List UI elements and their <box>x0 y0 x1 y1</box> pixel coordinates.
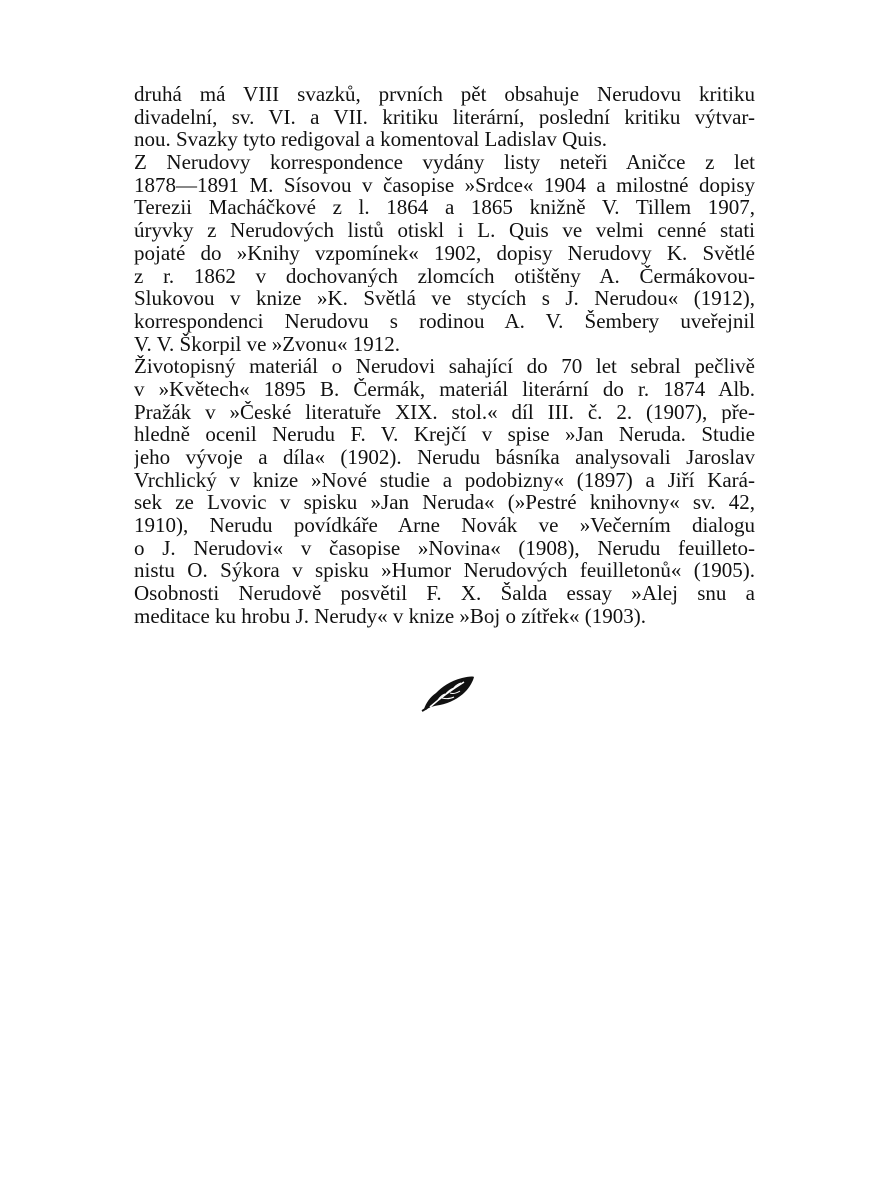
text-line: 1910), Nerudu povídkáře Arne Novák ve »Večerním dialogu <box>134 514 755 537</box>
text-line: sek ze Lvovic v spisku »Jan Neruda« (»Pestré knihovny« sv. 42, <box>134 491 755 515</box>
text-line: Terezii Macháčkové z l. 1864 a 1865 knižně V. Tillem 1907, <box>134 196 755 220</box>
text-line: o J. Nerudovi« v časopise »Novina« (1908), Nerudu feuilleto- <box>134 536 755 560</box>
text-line: Pražák v »České literatuře XIX. stol.« díl III. č. 2. (1907), pře- <box>134 400 755 424</box>
text-line: druhá má VIII svazků, prvních pět obsahuje Nerudovu kritiku <box>134 83 755 106</box>
text-line: nou. Svazky tyto redigoval a komentoval Ladislav Quis. <box>134 128 607 152</box>
text-line: hledně ocenil Nerudu F. V. Krejčí v spise »Jan Neruda. Studie <box>134 423 755 446</box>
text-line: 1878—1891 M. Sísovou v časopise »Srdce« 1904 a milostné dopisy <box>134 173 755 197</box>
text-line: divadelní, sv. VI. a VII. kritiku literární, poslední kritiku výtvar- <box>134 105 755 129</box>
text-line: Z Nerudovy korrespondence vydány listy neteři Aničce z let <box>134 151 755 174</box>
text-line: v »Květech« 1895 B. Čermák, materiál literární do r. 1874 Alb. <box>134 377 755 401</box>
text-line: Životopisný materiál o Nerudovi sahající do 70 let sebral pečlivě <box>134 355 755 378</box>
text-line: meditace ku hrobu J. Nerudy« v knize »Boj o zítřek« (1903). <box>134 604 647 628</box>
text-line: korrespondenci Nerudovu s rodinou A. V. Šembery uveřejnil <box>134 309 755 333</box>
text-line: V. V. Škorpil ve »Zvonu« 1912. <box>134 332 401 356</box>
text-line: Slukovou v knize »K. Světlá ve stycích s J. Nerudou« (1912), <box>134 287 755 310</box>
text-line: Vrchlický v knize »Nové studie a podobizny« (1897) a Jiří Kará- <box>134 468 755 492</box>
text-line: úryvky z Nerudových listů otiskl i L. Quis ve velmi cenné stati <box>134 219 755 242</box>
body-text <box>134 83 755 628</box>
text-line: jeho vývoje a díla« (1902). Nerudu básníka analysovali Jaroslav <box>134 446 755 469</box>
text-line: pojaté do »Knihy vzpomínek« 1902, dopisy Nerudovy K. Světlé <box>134 241 755 265</box>
text-line: Osobnosti Nerudově posvětil F. X. Šalda essay »Alej snu a <box>134 582 755 605</box>
text-line: z r. 1862 v dochovaných zlomcích otištěny A. Čermákovou- <box>134 264 755 288</box>
leaf-ornament-icon <box>420 673 476 713</box>
text-line: nistu O. Sýkora v spisku »Humor Nerudových feuilletonů« (1905). <box>134 559 755 583</box>
